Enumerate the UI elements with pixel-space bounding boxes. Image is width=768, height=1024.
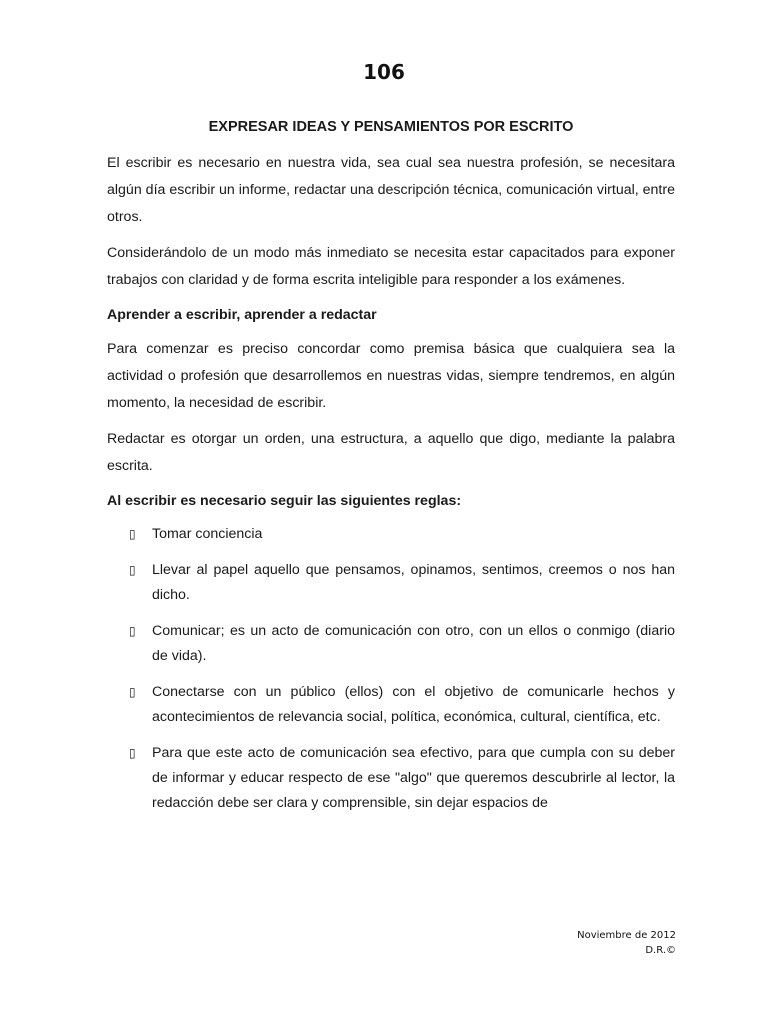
bullet-icon: ▯ — [129, 746, 136, 760]
paragraph: El escribir es necesario en nuestra vida, sea cual sea nuestra profesión, se necesitara algún día escribir un informe, redactar una descripción técnica, comunicación virtual, entre otros. — [107, 155, 675, 225]
list-item — [107, 619, 675, 669]
list-item — [107, 680, 675, 730]
subheading: Al escribir es necesario seguir las siguientes reglas: — [107, 493, 462, 509]
paragraph: Considerándolo de un modo más inmediato se necesita estar capacitados para exponer trabajos con claridad y de forma escrita inteligible para responder a los exámenes. — [107, 245, 675, 288]
bullet-icon: ▯ — [129, 624, 136, 638]
footer-rights: D.R.© — [645, 945, 676, 956]
section-title: EXPRESAR IDEAS Y PENSAMIENTOS POR ESCRITO — [208, 119, 574, 135]
list-item-text: Tomar conciencia — [152, 526, 263, 542]
paragraph: Redactar es otorgar un orden, una estructura, a aquello que digo, mediante la palabra escrita. — [107, 431, 675, 474]
list-item-text: Conectarse con un público (ellos) con el objetivo de comunicarle hechos y acontecimientos de relevancia social, política, económica, cultural, científica, etc. — [152, 684, 675, 725]
footer-date: Noviembre de 2012 — [577, 930, 676, 941]
bullet-icon: ▯ — [129, 527, 136, 541]
list-item-text: Para que este acto de comunicación sea efectivo, para que cumpla con su deber de informar y educar respecto de ese "algo" que queremos descubrirle al lector, la redacción debe ser clara y comprensible, sin dejar espacios de — [152, 745, 675, 811]
list-item-text: Llevar al papel aquello que pensamos, opinamos, sentimos, creemos o nos han dicho. — [152, 562, 675, 603]
list-item — [107, 558, 675, 608]
list-item — [107, 522, 675, 547]
document-body — [107, 116, 675, 816]
rules-list — [107, 522, 675, 816]
bullet-icon: ▯ — [129, 563, 136, 577]
page-footer — [577, 928, 676, 958]
list-item-text: Comunicar; es un acto de comunicación con otro, con un ellos o conmigo (diario de vida). — [152, 623, 675, 664]
page-number: 106 — [363, 60, 405, 84]
bullet-icon: ▯ — [129, 685, 136, 699]
list-item — [107, 741, 675, 816]
paragraph: Para comenzar es preciso concordar como premisa básica que cualquiera sea la actividad o profesión que desarrollemos en nuestras vidas, siempre tendremos, en algún momento, la necesidad de escribir. — [107, 341, 675, 411]
subheading: Aprender a escribir, aprender a redactar — [107, 307, 377, 323]
